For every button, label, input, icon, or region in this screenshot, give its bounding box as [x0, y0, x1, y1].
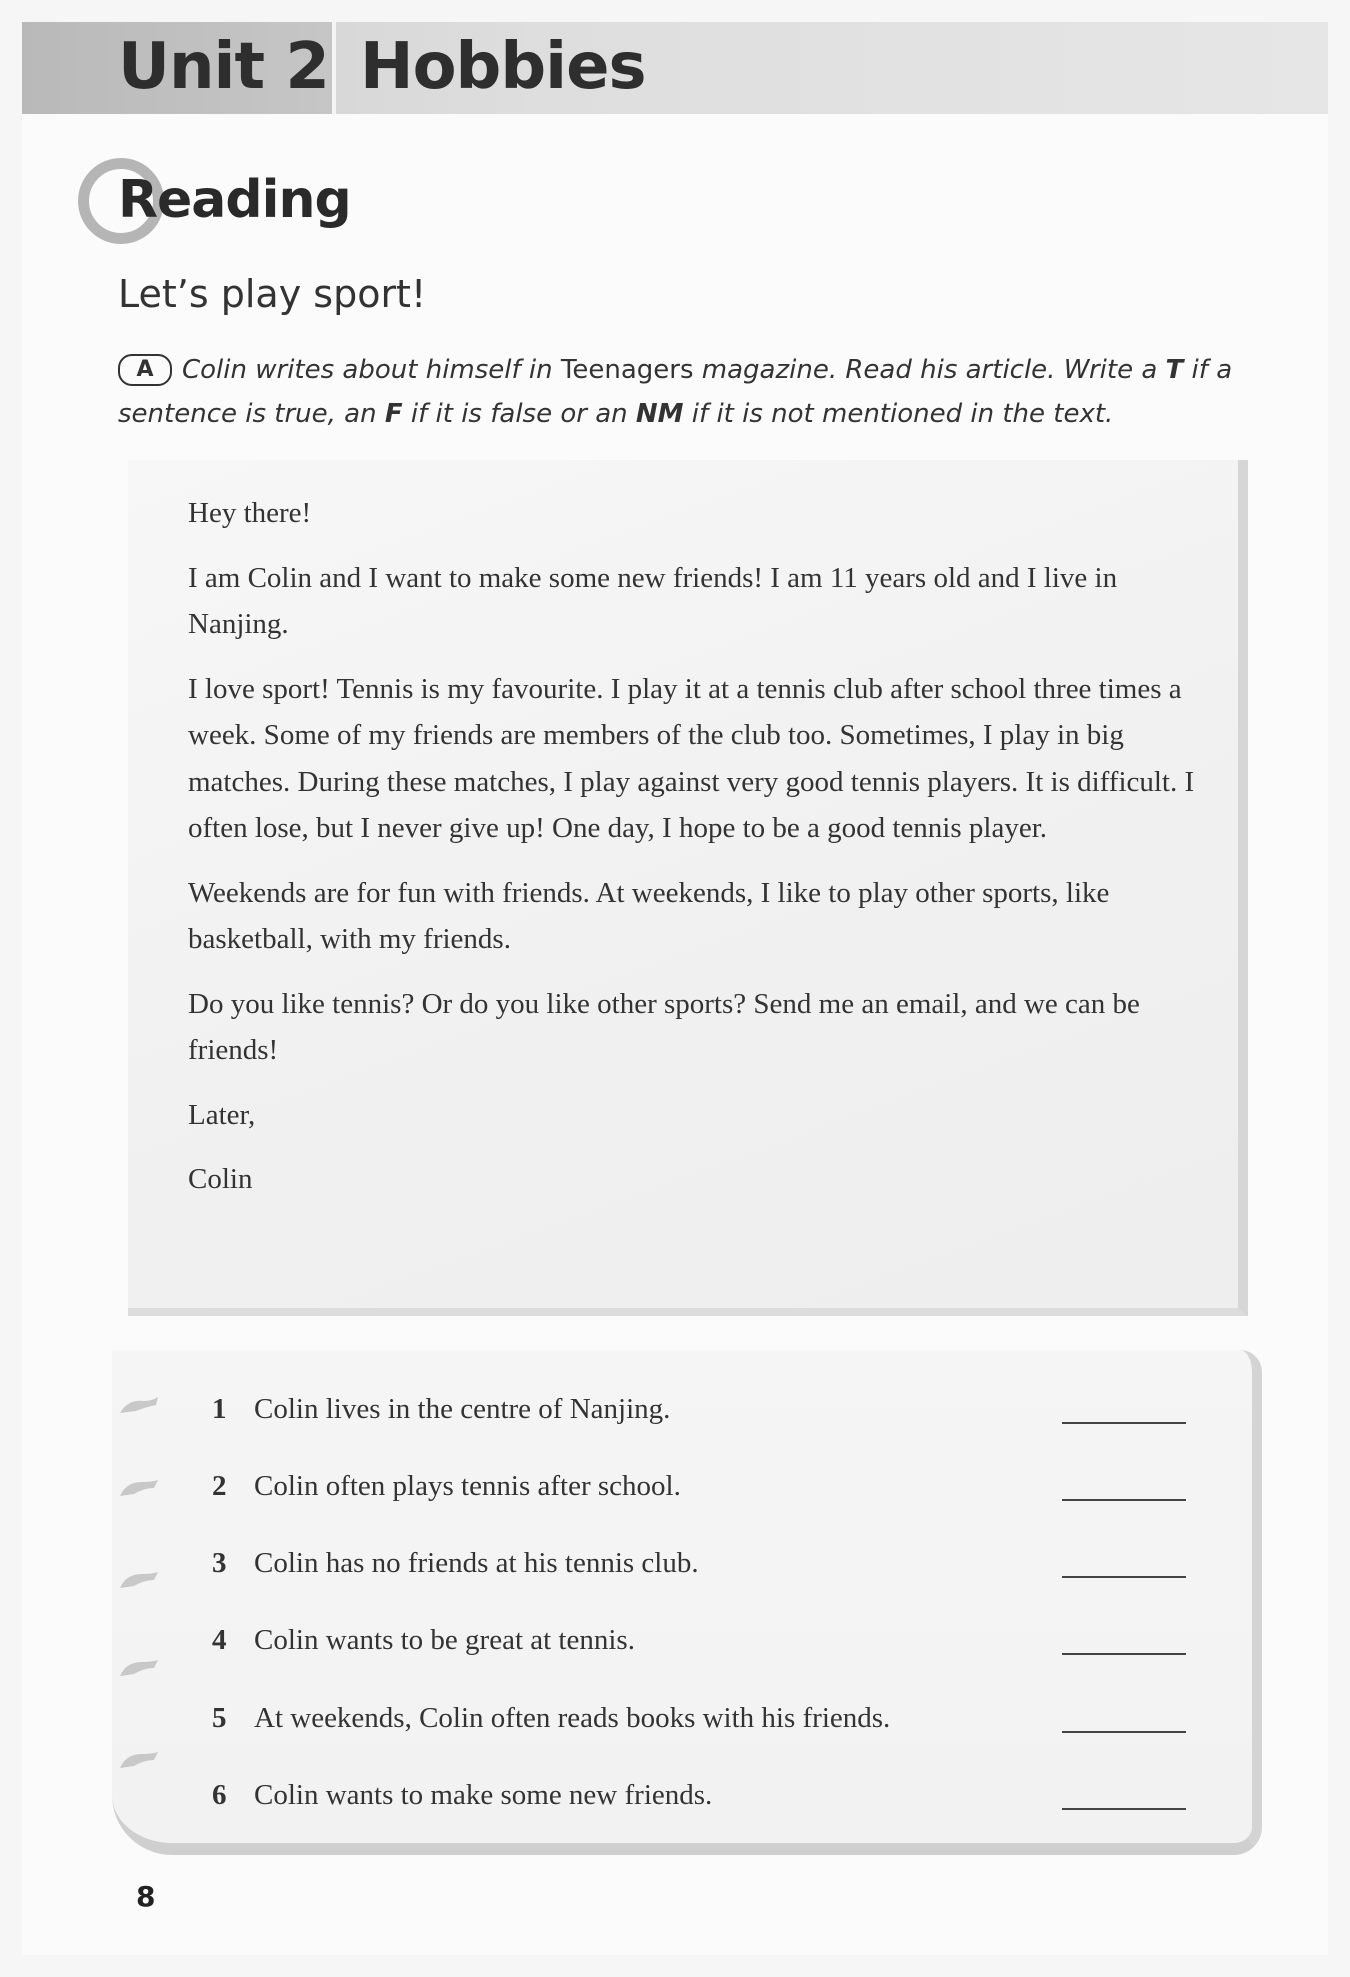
question-number: 2 [212, 1470, 227, 1502]
answer-blank[interactable] [1062, 1422, 1186, 1424]
instruction-text-2: magazine. Read his article. Write a [693, 355, 1166, 385]
instruction-text-5: if it is not mentioned in the text. [683, 399, 1114, 429]
question-item [212, 1461, 1192, 1511]
answer-code-t: T [1165, 355, 1184, 385]
article-paragraph: I am Colin and I want to make some new friends! I am 11 years old and I live in Nanjing. [188, 561, 1118, 640]
question-text: Colin wants to make some new friends. [254, 1779, 713, 1811]
answer-blank[interactable] [1062, 1576, 1186, 1578]
article-paragraph: I love sport! Tennis is my favourite. I play it at a tennis club after school three times a week. Some of my friends are members of the club too. Sometimes, I play in big matches. During these matches, I play against very good tennis players. It is difficult. I often lose, but I never give up! One day, I hope to be a good tennis player. [188, 672, 1195, 844]
question-text: Colin wants to be great at tennis. [254, 1624, 635, 1656]
article-paragraph: Colin [188, 1163, 253, 1195]
pencil-icon [118, 1395, 160, 1417]
pencil-icon [118, 1476, 160, 1498]
question-item [212, 1693, 1192, 1743]
question-number: 6 [212, 1779, 227, 1811]
answer-blank[interactable] [1062, 1808, 1186, 1810]
question-item [212, 1538, 1192, 1588]
question-text: At weekends, Colin often reads books with his friends. [254, 1702, 891, 1734]
question-number: 1 [212, 1393, 227, 1425]
unit-label: Unit 2 [118, 30, 329, 104]
section-subtitle: Let’s play sport! [118, 272, 427, 316]
question-item [212, 1615, 1192, 1665]
article-paragraph: Later, [188, 1098, 256, 1131]
question-number: 5 [212, 1702, 227, 1734]
unit-title: Hobbies [360, 30, 646, 104]
instruction [118, 348, 1238, 436]
instruction-text-1: Colin writes about himself in [182, 355, 561, 385]
question-number: 4 [212, 1624, 227, 1656]
answer-blank[interactable] [1062, 1499, 1186, 1501]
magazine-name: Teenagers [560, 355, 694, 385]
article-paragraph: Weekends are for fun with friends. At weekends, I like to play other sports, like basketball, with my friends. [188, 876, 1110, 955]
answer-blank[interactable] [1062, 1653, 1186, 1655]
instruction-text-3: if a sentence is true, an [118, 355, 1233, 429]
page-number: 8 [136, 1880, 156, 1913]
question-text: Colin often plays tennis after school. [254, 1470, 681, 1502]
question-item [212, 1384, 1192, 1434]
article [188, 490, 1198, 1221]
article-paragraph: Hey there! [188, 497, 312, 529]
pencil-icon [118, 1656, 160, 1678]
question-text: Colin lives in the centre of Nanjing. [254, 1393, 671, 1425]
answer-blank[interactable] [1062, 1731, 1186, 1733]
task-label-badge: A [118, 354, 172, 386]
article-paragraph: Do you like tennis? Or do you like other sports? Send me an email, and we can be friends! [188, 987, 1140, 1066]
question-number: 3 [212, 1547, 227, 1579]
pencil-icon [118, 1568, 160, 1590]
answer-code-f: F [384, 399, 403, 429]
question-item [212, 1770, 1192, 1820]
instruction-text-4: if it is false or an [402, 399, 636, 429]
answer-code-nm: NM [635, 399, 684, 429]
question-text: Colin has no friends at his tennis club. [254, 1547, 699, 1579]
section-title: Reading [118, 170, 351, 230]
pencil-icon [118, 1748, 160, 1770]
